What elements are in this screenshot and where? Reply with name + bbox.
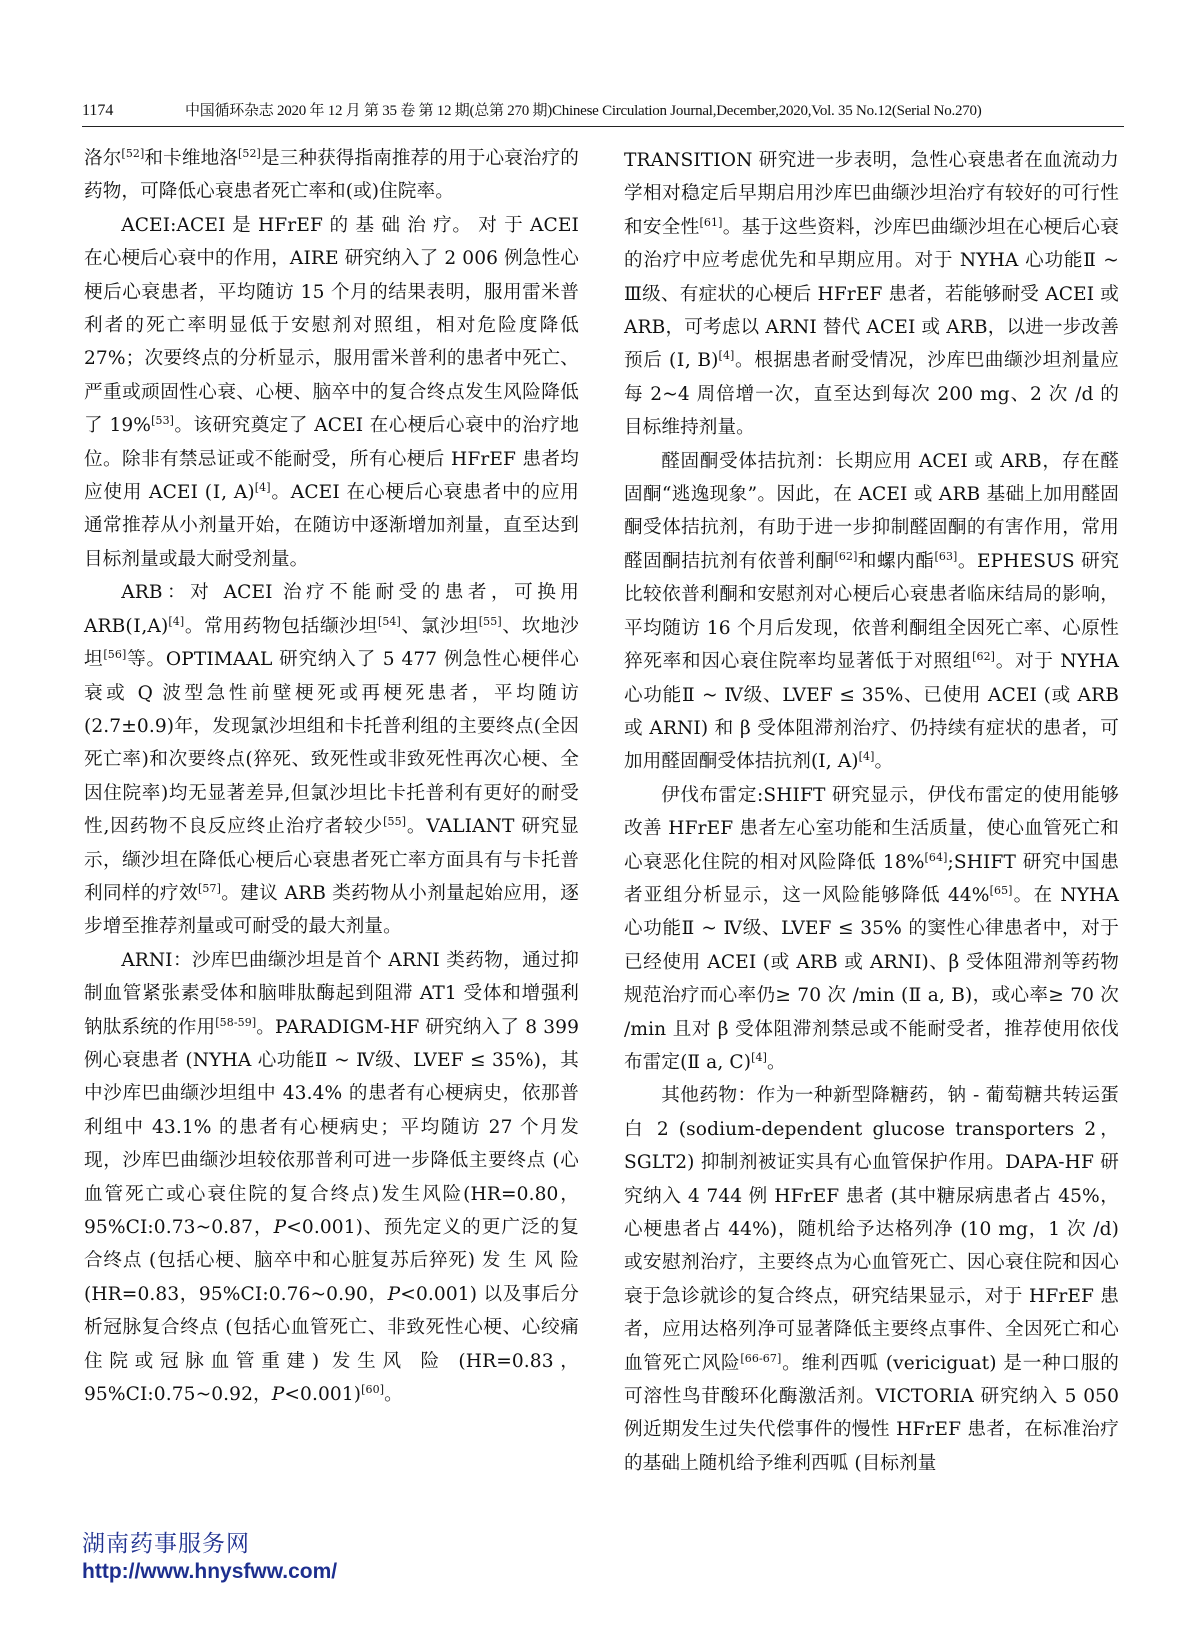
- citation-ref: [66-67]: [740, 1351, 782, 1365]
- text-run: ACEI:ACEI 是 HFrEF 的 基 础 治 疗。 对 于 ACEI 在心梗后心衰中的作用，AIRE 研究纳入了 2 006 例急性心梗后心衰患者，平均随访 15 个月的结果表明，服用雷米普利者的死亡率明显低于安慰剂对照组，相对危险度降低 27%；次要终点的分析显示，服用雷米普利的患者中死亡、严重或顽固性心衰、心梗、脑卒中的复合终点发生风险降低了 19%: [84, 214, 579, 437]
- text-run: 。VALIANT 研究显示，缬沙坦在降低心梗后心衰患者死亡率方面具有与卡托普利同样的疗效: [84, 816, 579, 904]
- text-run: 其他药物：作为一种新型降糖药，钠 - 葡萄糖共转运蛋白 2 (sodium-dependent glucose transporters 2，SGLT2) 抑制剂被证实具有心血管保护作用。DAPA-HF 研究纳入 4 744 例 HFrEF 患者 (其中糖尿病患者占 45%，心梗患者占 44%)，随机给予达格列净 (10 mg，1 次 /d) 或安慰剂治疗，主要终点为心血管死亡、因心衰住院和因心衰于急诊就诊的复合终点，研究结果显示，对于 HFrEF 患者，应用达格列净可显著降低主要终点事件、全因死亡和心血管死亡风险: [624, 1085, 1119, 1374]
- citation-ref: [53]: [151, 414, 175, 428]
- text-run: 。维利西呱 (vericiguat) 是一种口服的可溶性鸟苷酸环化酶激活剂。VICTORIA 研究纳入 5 050 例近期发生过失代偿事件的慢性 HFrEF 患者，在标准治疗的基础上随机给予维利西呱 (目标剂量: [624, 1352, 1119, 1474]
- text-run: 。ACEI 在心梗后心衰患者中的应用通常推荐从小剂量开始，在随访中逐渐增加剂量，直至达到目标剂量或最大耐受剂量。: [84, 482, 579, 570]
- text-run: 洛尔: [84, 148, 122, 169]
- text-run: 。该研究奠定了 ACEI 在心梗后心衰中的治疗地位。除非有禁忌证或不能耐受，所有心梗后 HFrEF 患者均应使用 ACEI (Ⅰ, A): [84, 415, 579, 504]
- citation-ref: [4]: [718, 349, 735, 363]
- text-run: 。PARADIGM-HF 研究纳入了 8 399 例心衰患者 (NYHA 心功能Ⅱ ~ Ⅳ级、LVEF ≤ 35%)，其中沙库巴曲缬沙坦组中 43.4% 的患者有心梗病史，依那普利组中 43.1% 的患者有心梗病史；平均随访 27 个月发现，沙库巴曲缬沙坦较依那普利可进一步降低主要终点 (心血管死亡或心衰住院的复合终点)发生风险(HR=0.80，95%CI:0.73~0.87，: [84, 1016, 580, 1238]
- citation-ref: [4]: [254, 480, 271, 494]
- text-run: 。基于这些资料，沙库巴曲缬沙坦在心梗后心衰的治疗中应考虑优先和早期应用。对于 NYHA 心功能Ⅱ ~ Ⅲ级、有症状的心梗后 HFrEF 患者，若能够耐受 ACEI 或 ARB，可考虑以 ARNI 替代 ACEI 或 ARB，以进一步改善预后 (Ⅰ, B): [624, 216, 1119, 372]
- citation-ref: [4]: [858, 750, 875, 764]
- text-run: ARNI：沙库巴曲缬沙坦是首个 ARNI 类药物，通过抑制血管紧张素受体和脑啡肽酶起到阻滞 AT1 受体和增强利钠肽系统的作用: [84, 949, 579, 1038]
- citation-ref: [64]: [924, 850, 948, 864]
- paragraph-ivabradine: [624, 779, 1119, 1080]
- citation-ref: [54]: [377, 614, 401, 628]
- paragraph-transition: [624, 144, 1119, 445]
- citation-ref: [58-59]: [215, 1015, 257, 1029]
- text-run: ;SHIFT 研究中国患者亚组分析显示，这一风险能够降低 44%: [624, 851, 1119, 906]
- text-run: 。建议 ARB 类药物从小剂量起始应用，逐步增至推荐剂量或可耐受的最大剂量。: [84, 882, 579, 938]
- italic-symbol: P: [273, 1217, 287, 1238]
- text-run: 是三种获得指南推荐的用于心衰治疗的药物，可降低心衰患者死亡率和(或)住院率。: [84, 148, 579, 203]
- text-run: <0.001) 以及事后分析冠脉复合终点 (包括心血管死亡、非致死性心梗、心绞痛住院或冠脉血管重建) 发生风 险 (HR=0.83，95%CI:0.75~0.92，: [84, 1283, 579, 1406]
- text-run: 和卡维地洛: [144, 148, 238, 169]
- paragraph-aldosterone-antagonists: [624, 445, 1119, 779]
- citation-ref: [57]: [198, 881, 221, 895]
- text-run: <0.001): [284, 1384, 362, 1406]
- citation-ref: [55]: [383, 814, 407, 828]
- text-run: 伊伐布雷定:SHIFT 研究显示，伊伐布雷定的使用能够改善 HFrEF 患者左心室功能和生活质量，使心血管死亡和心衰恶化住院的相对风险降低 18%: [624, 784, 1119, 873]
- citation-ref: [52]: [237, 146, 261, 160]
- running-header: [82, 100, 1124, 127]
- text-run: 。: [766, 1051, 786, 1073]
- citation-ref: [61]: [699, 215, 723, 229]
- citation-ref: [65]: [989, 883, 1013, 897]
- citation-ref: [4]: [168, 614, 185, 628]
- journal-citation-line: 中国循环杂志 2020 年 12 月 第 35 卷 第 12 期(总第 270 期)Chinese Circulation Journal,December,2020,Vol. 35 No.12(Serial No.270): [185, 103, 982, 119]
- italic-symbol: P: [387, 1283, 401, 1305]
- citation-ref: [62]: [834, 549, 858, 563]
- page-number: 1174: [82, 102, 114, 119]
- right-column: [624, 144, 1119, 1480]
- text-run: 。EPHESUS 研究比较依普利酮和安慰剂对心梗后心衰患者临床结局的影响，平均随访 16 个月后发现，依普利酮组全因死亡率、心原性猝死率和因心衰住院率均显著低于对照组: [624, 550, 1120, 673]
- text-run: TRANSITION 研究进一步表明，急性心衰患者在血流动力学相对稳定后早期启用沙库巴曲缬沙坦治疗有较好的可行性和安全性: [624, 150, 1119, 238]
- site-watermark: [82, 1528, 337, 1586]
- watermark-url[interactable]: http://www.hnysfww.com/: [82, 1560, 338, 1583]
- italic-symbol: P: [271, 1384, 285, 1406]
- text-run: 。: [874, 751, 894, 773]
- text-run: 。对于 NYHA 心功能Ⅱ ~ Ⅳ级、LVEF ≤ 35%、已使用 ACEI (或 ARB 或 ARNI) 和 β 受体阻滞剂治疗、仍持续有症状的患者，可加用醛固酮受体拮抗剂(Ⅰ, A): [624, 651, 1119, 773]
- citation-ref: [62]: [972, 649, 996, 663]
- left-column: [84, 142, 579, 1411]
- citation-ref: [55]: [478, 614, 502, 628]
- paragraph-arb: [84, 576, 579, 943]
- citation-ref: [63]: [934, 549, 958, 563]
- watermark-site-name: 湖南药事服务网: [82, 1530, 250, 1556]
- text-run: 等。OPTIMAAL 研究纳入了 5 477 例急性心梗伴心衰或 Q 波型急性前壁梗死或再梗死患者，平均随访(2.7±0.9)年，发现氯沙坦组和卡托普利组的主要终点(全因死亡率)和次要终点(猝死、致死性或非致死性再次心梗、全因住院率)均无显著差异,但氯沙坦比卡托普利有更好的耐受性,因药物不良反应终止治疗者较少: [84, 649, 579, 838]
- text-run: 和螺内酯: [857, 550, 935, 572]
- text-run: 。在 NYHA 心功能Ⅱ ~ Ⅳ级、LVEF ≤ 35% 的窦性心律患者中，对于已经使用 ACEI (或 ARB 或 ARNI)、β 受体阻滞剂等药物规范治疗而心率仍≥ 70 次 /min (Ⅱ a, B)，或心率≥ 70 次 /min 且对 β 受体阻滞剂禁忌或不能耐受者，推荐使用依伐布雷定(Ⅱ a, C): [624, 884, 1119, 1073]
- citation-ref: [4]: [751, 1050, 767, 1064]
- paragraph-arni: [84, 944, 579, 1412]
- text-run: 。根据患者耐受情况，沙库巴曲缬沙坦剂量应每 2~4 周倍增一次，直至达到每次 200 mg、2 次 /d 的目标维持剂量。: [624, 350, 1119, 439]
- citation-ref: [52]: [121, 146, 145, 160]
- text-run: <0.001)、预先定义的更广泛的复合终点 (包括心梗、脑卒中和心脏复苏后猝死) 发 生 风 险 (HR=0.83，95%CI:0.76~0.90，: [84, 1217, 579, 1305]
- citation-ref: [60]: [361, 1382, 385, 1396]
- paragraph-other-drugs: [624, 1079, 1119, 1480]
- text-run: 醛固酮受体拮抗剂：长期应用 ACEI 或 ARB，存在醛固酮“逃逸现象”。因此，在 ACEI 或 ARB 基础上加用醛固酮受体拮抗剂，有助于进一步抑制醛固酮的有害作用，常用醛固酮拮抗剂有依普利酮: [624, 450, 1119, 572]
- text-run: 、坎地沙坦: [84, 615, 580, 671]
- text-run: 。常用药物包括缬沙坦: [184, 615, 378, 637]
- text-run: ARB：对 ACEI 治疗不能耐受的患者，可换用 ARB(Ⅰ,A): [84, 582, 579, 637]
- citation-ref: [56]: [103, 647, 127, 661]
- paragraph-continued-beta-blockers: [84, 142, 579, 209]
- text-run: 、氯沙坦: [400, 615, 479, 637]
- paragraph-acei: [84, 209, 579, 576]
- text-run: 。: [384, 1384, 403, 1406]
